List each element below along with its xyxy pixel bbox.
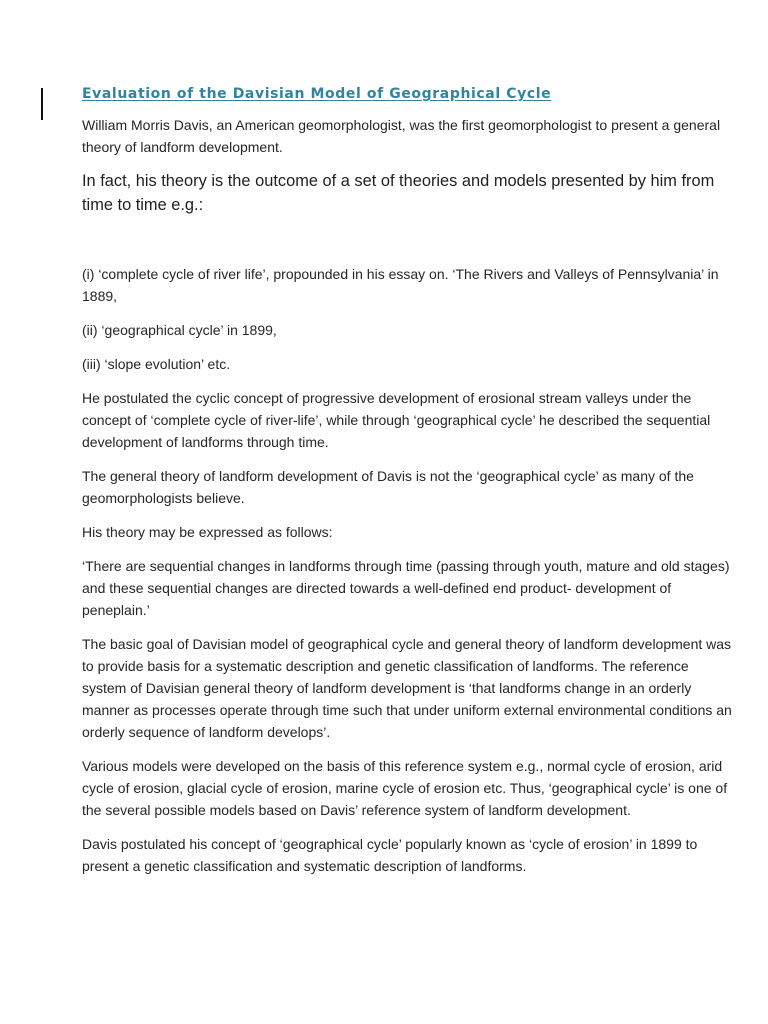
paragraph-quote: ‘There are sequential changes in landforms through time (passing through youth, mature and old stages) and these sequential changes are directed towards a well-defined end product- development of peneplain.’: [82, 558, 730, 618]
paragraph-cyclic-concept: He postulated the cyclic concept of progressive development of erosional stream valleys under the concept of ‘complete cycle of river-life’, while through ‘geographical cycle’ he described the sequential development of landforms through time.: [82, 390, 711, 450]
paragraph-basic-goal: The basic goal of Davisian model of geographical cycle and general theory of landform development was to provide basis for a systematic description and genetic classification of landforms. The reference system of Davisian general theory of landform development is ‘that landforms change in an orderly manner as processes operate through time such that under uniform external environmental conditions an orderly sequence of landform develops’.: [82, 636, 732, 740]
list-item-slope-evolution: (iii) ‘slope evolution’ etc.: [82, 356, 231, 372]
paragraph-general-theory: The general theory of landform development of Davis is not the ‘geographical cycle’ as many of the geomorphologists believe.: [82, 468, 694, 506]
paragraph-expressed-as: His theory may be expressed as follows:: [82, 524, 333, 540]
paragraph-cycle-of-erosion: Davis postulated his concept of ‘geographical cycle’ popularly known as ‘cycle of erosion’ in 1899 to present a genetic classification and systematic description of landforms.: [82, 836, 698, 874]
lead-paragraph: In fact, his theory is the outcome of a set of theories and models presented by him from time to time e.g.:: [82, 172, 715, 214]
paragraph-various-models: Various models were developed on the basis of this reference system e.g., normal cycle of erosion, arid cycle of erosion, glacial cycle of erosion, marine cycle of erosion etc. Thus, ‘geographical cycle’ is one of the several possible models based on Davis’ reference system of landform development.: [82, 758, 728, 818]
document-title: Evaluation of the Davisian Model of Geographical Cycle: [82, 86, 552, 102]
text-cursor: [41, 88, 43, 120]
list-item-geographical-cycle: (ii) ‘geographical cycle’ in 1899,: [82, 322, 277, 338]
list-item-river-life: (i) ‘complete cycle of river life’, propounded in his essay on. ‘The Rivers and Valleys of Pennsylvania’ in 1889,: [82, 266, 719, 304]
intro-paragraph: William Morris Davis, an American geomorphologist, was the first geomorphologist to present a general theory of landform development.: [82, 117, 721, 155]
document-body[interactable]: [82, 84, 732, 889]
